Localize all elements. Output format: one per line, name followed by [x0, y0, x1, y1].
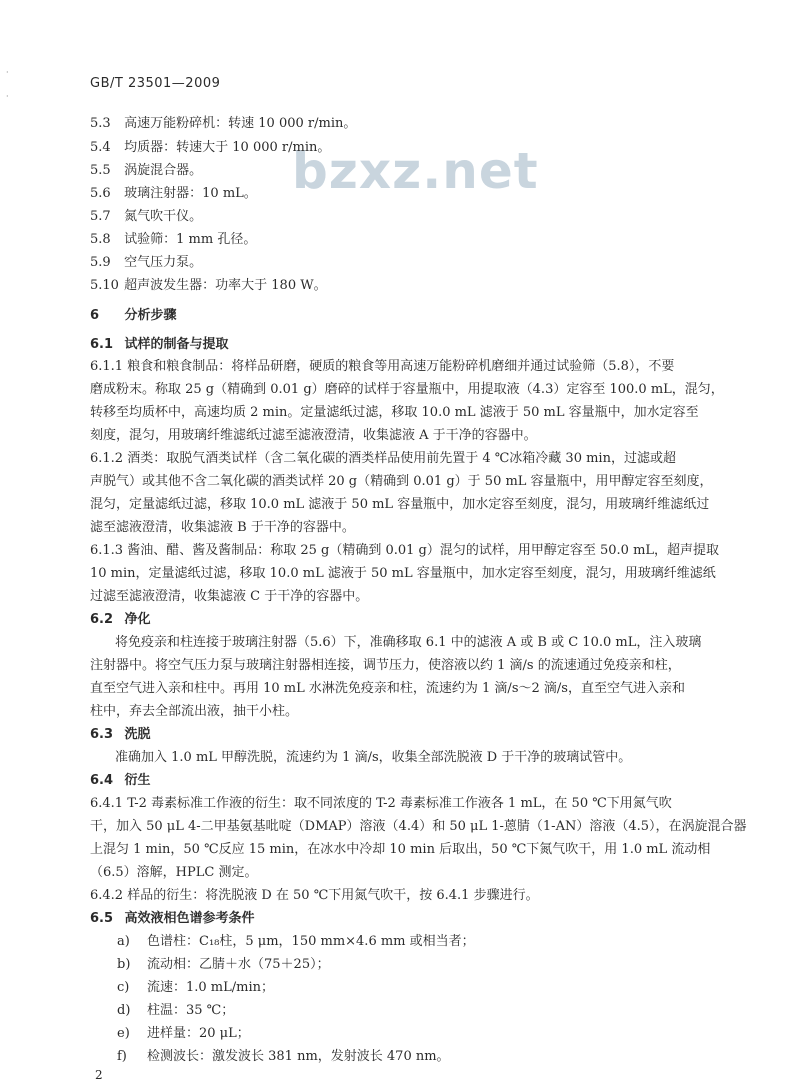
standard-header: GB/T 23501—2009	[90, 76, 221, 91]
paragraph-line: 上混匀 1 min，50 ℃反应 15 min，在冰水中冷却 10 min 后取出，50 ℃下氮气吹干，用 1.0 mL 流动相	[90, 842, 711, 857]
list-item: c) 流速：1.0 mL/min；	[117, 980, 275, 995]
equipment-item: 5.7 氮气吹干仪。	[90, 209, 203, 224]
paragraph-line: 转移至均质杯中，高速均质 2 min。定量滤纸过滤，移取 10.0 mL 滤液于 50 mL 容量瓶中，加水定容至	[90, 405, 699, 420]
paragraph-line: 6.1.3 酱油、醋、酱及酱制品：称取 25 g（精确到 0.01 g）混匀的试样，用甲醇定容至 50.0 mL，超声提取	[90, 543, 720, 558]
list-item: d) 柱温：35 ℃；	[117, 1003, 235, 1018]
subsection-heading: 6.2 净化	[90, 612, 151, 627]
paragraph-line: 6.4.2 样品的衍生：将洗脱液 D 在 50 ℃下用氮气吹干，按 6.4.1 步骤进行。	[90, 888, 539, 903]
paragraph-line: 6.1.1 粮食和粮食制品：将样品研磨，硬质的粮食等用高速万能粉碎机磨细并通过试验筛（5.8），不要	[90, 359, 675, 374]
page-number: 2	[95, 1068, 103, 1082]
paragraph-line: 刻度，混匀，用玻璃纤维滤纸过滤至滤液澄清，收集滤液 A 于干净的容器中。	[90, 428, 537, 443]
paragraph-line: 6.4.1 T-2 毒素标准工作液的衍生：取不同浓度的 T-2 毒素标准工作液各 1 mL，在 50 ℃下用氮气吹	[90, 796, 672, 811]
paragraph-line: 磨成粉末。称取 25 g（精确到 0.01 g）磨碎的试样于容量瓶中，用提取液（4.3）定容至 100.0 mL，混匀，	[90, 382, 724, 397]
equipment-item: 5.8 试验筛：1 mm 孔径。	[90, 232, 257, 247]
paragraph-line: 10 min，定量滤纸过滤，移取 10.0 mL 滤液于 50 mL 容量瓶中，加水定容至刻度，混匀，用玻璃纤维滤纸	[90, 566, 716, 581]
paragraph-line: 直至空气进入亲和柱中。再用 10 mL 水淋洗免疫亲和柱，流速约为 1 滴/s～2 滴/s，直至空气进入亲和	[90, 681, 685, 696]
paragraph-line: 混匀，定量滤纸过滤，移取 10.0 mL 滤液于 50 mL 容量瓶中，加水定容至刻度，混匀，用玻璃纤维滤纸过	[90, 497, 710, 512]
list-item: f) 检测波长：激发波长 381 nm，发射波长 470 nm。	[117, 1049, 450, 1064]
equipment-item: 5.4 均质器：转速大于 10 000 r/min。	[90, 140, 331, 155]
list-item: e) 进样量：20 μL；	[117, 1026, 250, 1041]
equipment-item: 5.9 空气压力泵。	[90, 255, 203, 270]
scan-mark: ·	[6, 92, 9, 101]
watermark: bzxz.net	[292, 142, 539, 200]
paragraph-line: 滤至滤液澄清，收集滤液 B 于干净的容器中。	[90, 520, 355, 535]
paragraph-line: 声脱气）或其他不含二氧化碳的酒类试样 20 g（精确到 0.01 g）于 50 mL 容量瓶中，用甲醇定容至刻度，	[90, 474, 713, 489]
paragraph-line: 过滤至滤液澄清，收集滤液 C 于干净的容器中。	[90, 589, 369, 604]
equipment-item: 5.5 涡旋混合器。	[90, 163, 203, 178]
paragraph-line: 准确加入 1.0 mL 甲醇洗脱，流速约为 1 滴/s，收集全部洗脱液 D 于干净的玻璃试管中。	[115, 750, 632, 765]
paragraph-line: 6.1.2 酒类：取脱气酒类试样（含二氧化碳的酒类样品使用前先置于 4 ℃冰箱冷藏 30 min，过滤或超	[90, 451, 676, 466]
subsection-heading: 6.5 高效液相色谱参考条件	[90, 911, 255, 926]
equipment-item: 5.10 超声波发生器：功率大于 180 W。	[90, 278, 327, 293]
scan-mark: ·	[6, 68, 9, 77]
list-item: a) 色谱柱：C₁₈柱，5 μm，150 mm×4.6 mm 或相当者；	[117, 934, 475, 949]
paragraph-line: （6.5）溶解，HPLC 测定。	[90, 865, 258, 880]
section-heading: 6 分析步骤	[90, 308, 177, 323]
equipment-item: 5.6 玻璃注射器：10 mL。	[90, 186, 257, 201]
subsection-heading: 6.4 衍生	[90, 773, 151, 788]
equipment-item: 5.3 高速万能粉碎机：转速 10 000 r/min。	[90, 116, 357, 131]
subsection-heading: 6.3 洗脱	[90, 727, 151, 742]
paragraph-line: 将免疫亲和柱连接于玻璃注射器（5.6）下，准确移取 6.1 中的滤液 A 或 B 或 C 10.0 mL，注入玻璃	[115, 635, 702, 650]
paragraph-line: 注射器中。将空气压力泵与玻璃注射器相连接，调节压力，使溶液以约 1 滴/s 的流速通过免疫亲和柱，	[90, 658, 681, 673]
subsection-heading: 6.1 试样的制备与提取	[90, 337, 229, 352]
paragraph-line: 柱中，弃去全部流出液，抽干小柱。	[90, 704, 299, 719]
list-item: b) 流动相：乙腈＋水（75＋25）；	[117, 957, 330, 972]
paragraph-line: 干，加入 50 μL 4-二甲基氨基吡啶（DMAP）溶液（4.4）和 50 μL 1-蒽腈（1-AN）溶液（4.5），在涡旋混合器	[90, 819, 747, 834]
